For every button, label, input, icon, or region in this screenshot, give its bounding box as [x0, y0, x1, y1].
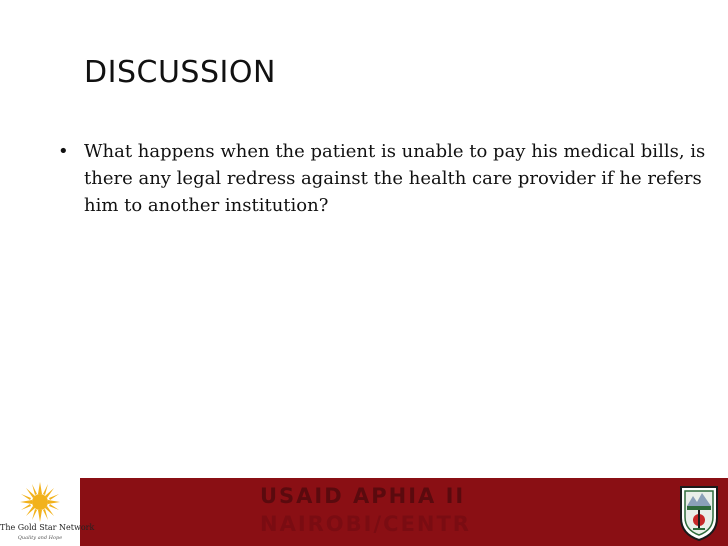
- bullet-list: [58, 138, 708, 219]
- footer-region-name: NAIROBI/CENTR: [260, 512, 471, 536]
- bullet-text: What happens when the patient is unable to pay his medical bills, is there any legal redress against the health care provider if he refers him to another institution?: [84, 141, 706, 216]
- slide-title: DISCUSSION: [84, 55, 276, 90]
- bullet-icon: •: [58, 141, 69, 162]
- footer-program-name: USAID APHIA II: [260, 484, 466, 508]
- gold-star-sun-icon: [18, 481, 62, 523]
- bullet-item: [58, 138, 708, 219]
- coat-of-arms-icon: [678, 484, 720, 542]
- gold-star-network-logo: [0, 478, 95, 546]
- logo-name: The Gold Star Network: [0, 523, 95, 532]
- logo-tagline: Quality and Hope: [17, 535, 63, 541]
